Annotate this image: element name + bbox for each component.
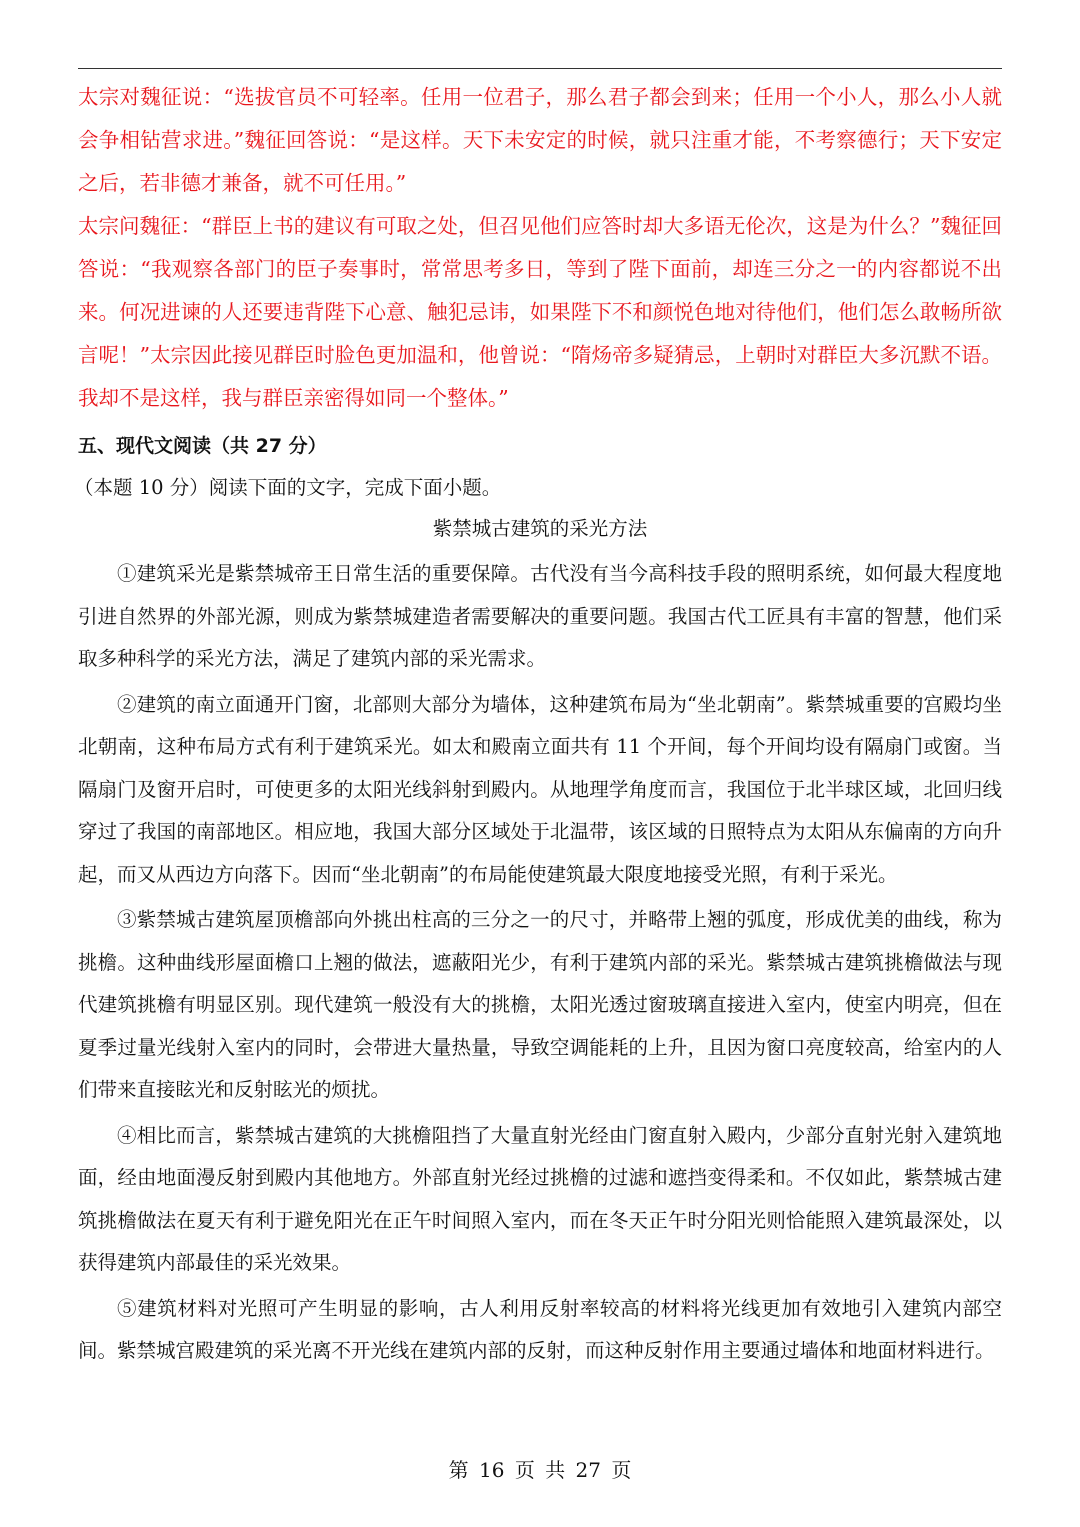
document-page <box>74 76 1002 1376</box>
article-paragraph: ④相比而言，紫禁城古建筑的大挑檐阻挡了大量直射光经由门窗直射入殿内，少部分直射光射入建筑地面，经由地面漫反射到殿内其他地方。外部直射光经过挑檐的过滤和遮挡变得柔和。不仅如此，紫禁城古建筑挑檐做法在夏天有利于避免阳光在正午时间照入室内，而在冬天正午时分阳光则恰能照入建筑最深处，以获得建筑内部最佳的采光效果。 <box>78 1123 1002 1274</box>
article-paragraph: ③紫禁城古建筑屋顶檐部向外挑出柱高的三分之一的尺寸，并略带上翘的弧度，形成优美的曲线，称为挑檐。这种曲线形屋面檐口上翘的做法，遮蔽阳光少，有利于建筑内部的采光。紫禁城古建筑挑檐做法与现代建筑挑檐有明显区别。现代建筑一般没有大的挑檐，太阳光透过窗玻璃直接进入室内，使室内明亮，但在夏季过量光线射入室内的同时，会带进大量热量，导致空调能耗的上升，且因为窗口亮度较高，给室内的人们带来直接眩光和反射眩光的烦扰。 <box>78 908 1002 1101</box>
article-title: 紫禁城古建筑的采光方法 <box>432 517 648 540</box>
article-paragraph: ①建筑采光是紫禁城帝王日常生活的重要保障。古代没有当今高科技手段的照明系统，如何最大程度地引进自然界的外部光源，则成为紫禁城建造者需要解决的重要问题。我国古代工匠具有丰富的智慧，他们采取多种科学的采光方法，满足了建筑内部的采光需求。 <box>78 562 1002 670</box>
article-paragraph: ⑤建筑材料对光照可产生明显的影响，古人利用反射率较高的材料将光线更加有效地引入建筑内部空间。紫禁城宫殿建筑的采光离不开光线在建筑内部的反射，而这种反射作用主要通过墙体和地面材料进行。 <box>78 1296 1002 1362</box>
translation-paragraph: 太宗对魏征说：“选拔官员不可轻率。任用一位君子，那么君子都会到来；任用一个小人，那么小人就会争相钻营求进。”魏征回答说：“是这样。天下未安定的时候，就只注重才能，不考察德行；天下安定之后，若非德才兼备，就不可任用。” <box>78 85 1002 195</box>
article-paragraph: ②建筑的南立面通开门窗，北部则大部分为墙体，这种建筑布局为“坐北朝南”。紫禁城重要的宫殿均坐北朝南，这种布局方式有利于建筑采光。如太和殿南立面共有 11 个开间，每个开间均设有隔扇门或窗。当隔扇门及窗开启时，可使更多的太阳光线斜射到殿内。从地理学角度而言，我国位于北半球区域，北回归线穿过了我国的南部地区。相应地，我国大部分区域处于北温带，该区域的日照特点为太阳从东偏南的方向升起，而又从西边方向落下。因而“坐北朝南”的布局能使建筑最大限度地接受光照，有利于采光。 <box>78 692 1002 886</box>
question-intro: （本题 10 分）阅读下面的文字，完成下面小题。 <box>74 476 502 499</box>
article-body <box>78 553 1002 1373</box>
section-heading: 五、现代文阅读（共 27 分） <box>78 435 327 457</box>
page-number: 第 16 页 共 27 页 <box>448 1458 632 1482</box>
translation-paragraph: 太宗问魏征：“群臣上书的建议有可取之处，但召见他们应答时却大多语无伦次，这是为什么？”魏征回答说：“我观察各部门的臣子奏事时，常常思考多日，等到了陛下面前，却连三分之一的内容都说不出来。何况进谏的人还要违背陛下心意、触犯忌讳，如果陛下不和颜悦色地对待他们，他们怎么敢畅所欲言呢！”太宗因此接见群臣时脸色更加温和，他曾说：“隋炀帝多疑猜忌，上朝时对群臣大多沉默不语。我却不是这样，我与群臣亲密得如同一个整体。” <box>78 214 1002 410</box>
header-rule <box>78 68 1002 69</box>
translation-block <box>78 76 1002 420</box>
